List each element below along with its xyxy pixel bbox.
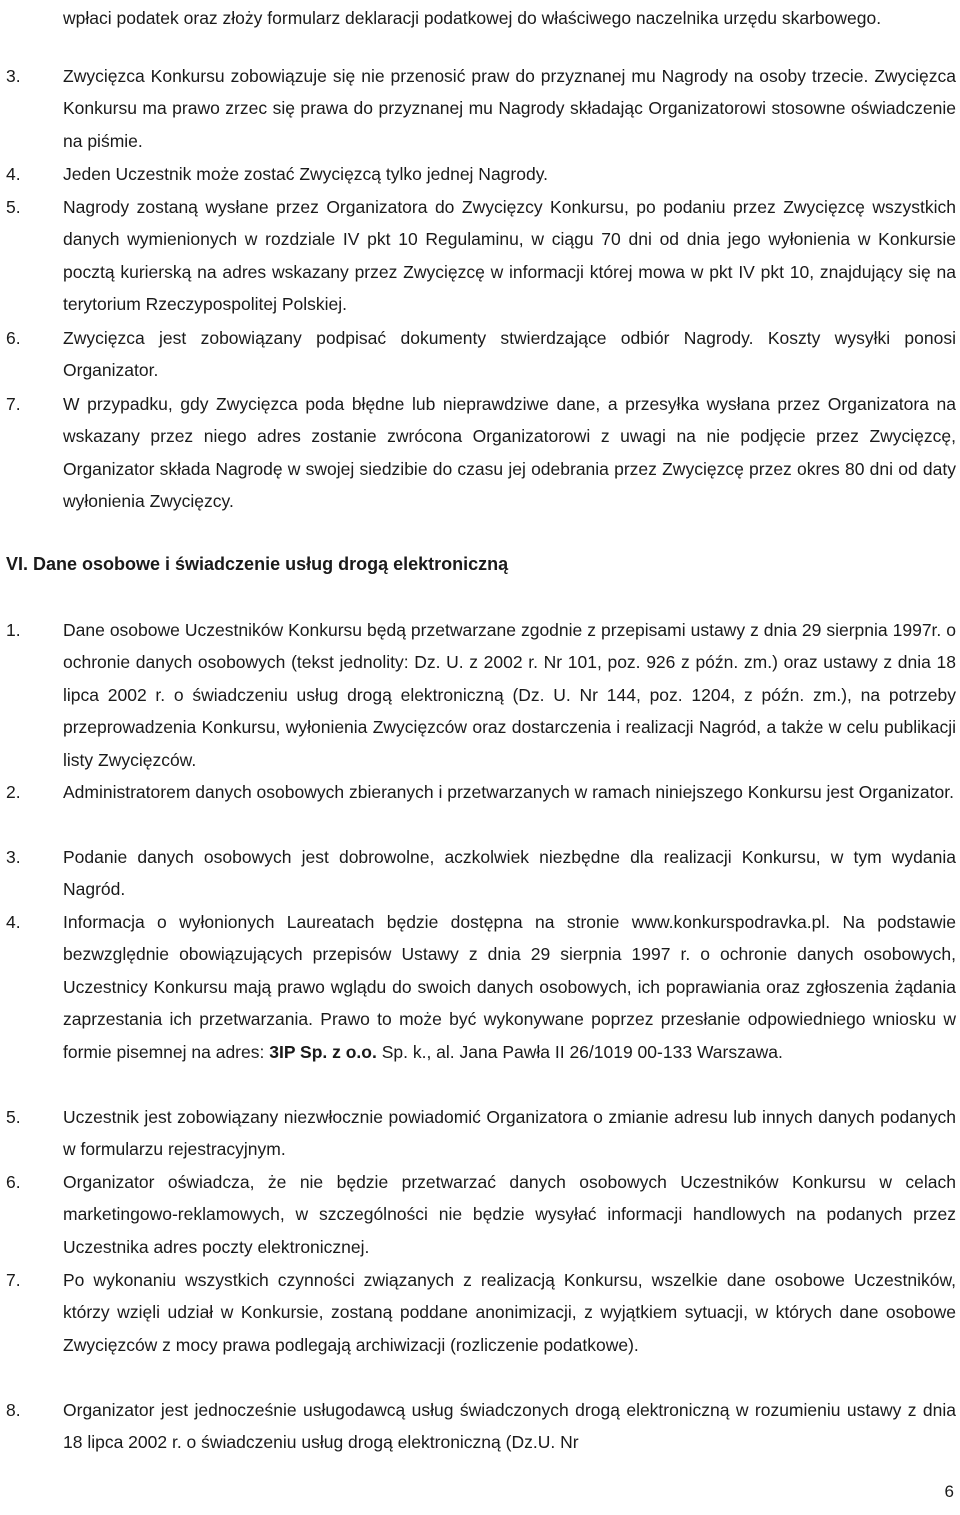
list-number: 3. [6, 847, 21, 867]
list-item [6, 322, 956, 387]
list-number: 2. [6, 782, 21, 802]
text-segment: Informacja o wyłonionych Laureatach będzie dostępna na stronie www.konkurspodravka.pl. Na podstawie bezwzględnie obowiązujących przepisów Ustawy z dnia 29 sierpnia 1997 r. o ochronie danych osobowych, Uczestnicy Konkursu mają prawo wglądu do swoich danych osobowych, ich poprawiania oraz zgłoszenia żądania zaprzestania ich przetwarzania. Prawo to może być wykonywane poprzez przesłanie odpowiedniego wniosku w formie pisemnej na adres: [63, 912, 956, 1062]
continued-text: wpłaci podatek oraz złoży formularz deklaracji podatkowej do właściwego naczelnika urzędu skarbowego. [63, 8, 882, 28]
list-item [6, 841, 956, 906]
list-item [6, 906, 956, 1068]
list-text: Dane osobowe Uczestników Konkursu będą przetwarzane zgodnie z przepisami ustawy z dnia 29 sierpnia 1997r. o ochronie danych osobowych (tekst jednolity: Dz. U. z 2002 r. Nr 101, poz. 926 z późn. zm.) oraz ustawy z dnia 18 lipca 2002 r. o świadczeniu usług drogą elektroniczną (Dz. U. Nr 144, poz. 1204, z późn. zm.), na potrzeby przeprowadzenia Konkursu, wyłonienia Zwycięzców oraz dostarczenia i realizacji Nagród, a także w celu publikacji listy Zwycięzców. [63, 620, 956, 770]
list-item [6, 60, 956, 157]
page-number: 6 [944, 1482, 954, 1501]
list-number: 6. [6, 1172, 21, 1192]
list-item [6, 1264, 956, 1361]
list-item [6, 388, 956, 518]
list-text: Uczestnik jest zobowiązany niezwłocznie powiadomić Organizatora o zmianie adresu lub innych danych podanych w formularzu rejestracyjnym. [63, 1107, 956, 1160]
list-text: Zwycięzca jest zobowiązany podpisać dokumenty stwierdzające odbiór Nagrody. Koszty wysyłki ponosi Organizator. [63, 328, 956, 381]
list-item [6, 1166, 956, 1263]
list-number: 7. [6, 1270, 21, 1290]
list-number: 4. [6, 912, 21, 932]
list-text: Jeden Uczestnik może zostać Zwycięzcą tylko jednej Nagrody. [63, 164, 549, 184]
list-text: Organizator jest jednocześnie usługodawcą usług świadczonych drogą elektroniczną w rozumieniu ustawy z dnia 18 lipca 2002 r. o świadczeniu usług drogą elektroniczną (Dz.U. Nr [63, 1400, 956, 1453]
list-text: Nagrody zostaną wysłane przez Organizatora do Zwycięzcy Konkursu, po podaniu przez Zwycięzcę wszystkich danych wymienionych w rozdziale IV pkt 10 Regulaminu, w ciągu 70 dni od dnia jego wyłonienia w Konkursie pocztą kurierską na adres wskazany przez Zwycięzcę w informacji której mowa w pkt IV pkt 10, znajdujący się na terytorium Rzeczypospolitej Polskiej. [63, 197, 956, 315]
list-number: 3. [6, 66, 21, 86]
text-segment: Sp. k., al. Jana Pawła II 26/1019 00-133 Warszawa. [376, 1041, 783, 1062]
list-item [6, 614, 956, 776]
list-text [63, 906, 956, 1068]
list-number: 8. [6, 1400, 21, 1420]
list-text: Po wykonaniu wszystkich czynności związanych z realizacją Konkursu, wszelkie dane osobowe Uczestników, którzy wzięli udział w Konkursie, zostaną poddane anonimizacji, z wyjątkiem sytuacji, w których dane osobowe Zwycięzców z mocy prawa podlegają archiwizacji (rozliczenie podatkowe). [63, 1270, 956, 1355]
list-text: Zwycięzca Konkursu zobowiązuje się nie przenosić praw do przyznanej mu Nagrody na osoby trzecie. Zwycięzca Konkursu ma prawo zrzec się prawa do przyznanej mu Nagrody składając Organizatorowi stosowne oświadczenie na piśmie. [63, 66, 956, 151]
list-text: Organizator oświadcza, że nie będzie przetwarzać danych osobowych Uczestników Konkursu w celach marketingowo-reklamowych, w szczególności nie będzie wysyłać informacji handlowych na podanych przez Uczestnika adres poczty elektronicznej. [63, 1172, 956, 1257]
list-item [6, 1394, 956, 1459]
list-number: 4. [6, 164, 21, 184]
list-number: 6. [6, 328, 21, 348]
list-item [6, 776, 956, 808]
continued-paragraph [63, 2, 956, 34]
list-number: 5. [6, 1107, 21, 1127]
list-text: W przypadku, gdy Zwycięzca poda błędne lub nieprawdziwe dane, a przesyłka wysłana przez Organizatora na wskazany przez niego adres zostanie zwrócona Organizatorowi z uwagi na nie podjęcie przez Zwycięzcę, Organizator składa Nagrodę w swojej siedzibie do czasu jej odebrania przez Zwycięzcę przez okres 80 dni od daty wyłonienia Zwycięzcy. [63, 394, 956, 512]
list-text: Administratorem danych osobowych zbieranych i przetwarzanych w ramach niniejszego Konkursu jest Organizator. [63, 782, 954, 802]
company-name-bold: 3IP Sp. z o.o. [269, 1041, 377, 1062]
list-number: 5. [6, 197, 21, 217]
section-heading: VI. Dane osobowe i świadczenie usług drogą elektroniczną [6, 554, 509, 574]
list-text: Podanie danych osobowych jest dobrowolne, aczkolwiek niezbędne dla realizacji Konkursu, w tym wydania Nagród. [63, 847, 956, 900]
list-number: 1. [6, 620, 21, 640]
list-item [6, 158, 956, 190]
list-number: 7. [6, 394, 21, 414]
list-item [6, 191, 956, 321]
list-item [6, 1101, 956, 1166]
